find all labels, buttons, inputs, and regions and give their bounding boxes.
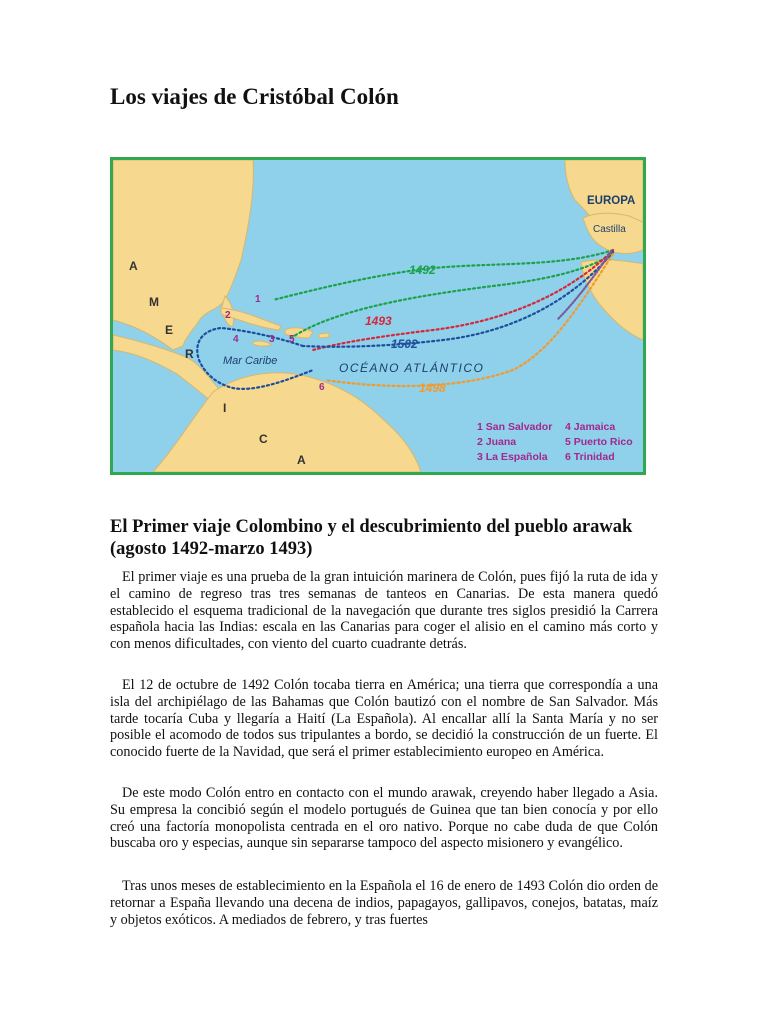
america-letter-a2: A [297, 453, 306, 467]
route-marker-5: 5 [289, 334, 295, 345]
legend-item-3: 3 La Española [477, 451, 548, 463]
oceano-label: OCÉANO ATLÁNTICO [339, 361, 485, 375]
legend-item-4: 4 Jamaica [565, 421, 616, 433]
year-1492-label: 1492 [409, 263, 436, 277]
america-letter-c: C [259, 432, 268, 446]
legend-item-1: 1 San Salvador [477, 421, 553, 433]
route-marker-3: 3 [269, 334, 275, 345]
america-letter-e: E [165, 323, 174, 337]
africa-land [581, 260, 643, 340]
year-1502-label: 1502 [391, 337, 418, 351]
legend-item-5: 5 Puerto Rico [565, 436, 633, 448]
mar-caribe-label: Mar Caribe [223, 355, 278, 367]
puerto-rico-land [319, 333, 329, 338]
america-letter-r: R [185, 347, 194, 361]
castilla-label: Castilla [593, 224, 626, 235]
body-paragraph-3: De este modo Colón entro en contacto con el mundo arawak, creyendo haber llegado a Asia. Su empresa la concibió según el modelo portugués de Guinea que tan bien conocía y por ello creó una factoría monopolista centrada en el oro nativo. Porque no cabe duda de que Colón buscaba oro y especias, aunque sin separarse tampoco del aspecto misionero y evangélico. [110, 785, 658, 852]
columbus-voyages-map [110, 157, 646, 475]
body-paragraph-1: El primer viaje es una prueba de la gran intuición marinera de Colón, pues fijó la ruta de ida y el camino de regreso tras tres semanas de tanteos en Canarias. De esta manera quedó establecido el esquema tradicional de la navegación que durante tres siglos presidió la Carrera española hacia las Indias: escala en las Canarias para coger el alisio en el camino más corto y con menos dificultades, con viento del cuarto cuadrante detrás. [110, 569, 658, 653]
europa-label: EUROPA [587, 195, 636, 207]
america-letter-m: M [149, 295, 159, 309]
legend-item-6: 6 Trinidad [565, 451, 615, 463]
south-america-land [153, 373, 421, 472]
america-letter-a1: A [129, 259, 138, 273]
year-1493-label: 1493 [365, 314, 392, 328]
route-marker-4: 4 [233, 334, 239, 345]
route-marker-1: 1 [255, 294, 261, 305]
document-title: Los viajes de Cristóbal Colón [110, 84, 399, 109]
section-heading: El Primer viaje Colombino y el descubrimiento del pueblo arawak (agosto 1492-marzo 1493) [110, 517, 633, 559]
map-legend [477, 421, 633, 463]
year-1498-label: 1498 [419, 381, 446, 395]
route-marker-2: 2 [225, 310, 231, 321]
body-paragraph-2: El 12 de octubre de 1492 Colón tocaba tierra en América; una tierra que correspondía a una isla del archipiélago de las Bahamas que Colón bautizó con el nombre de San Salvador. Más tarde tocaría Cuba y llegaría a Haití (La Española). Al encallar allí la Santa María y no ser posible el acomodo de todos sus tripulantes a bordo, se decidió la construcción de un fuerte. El conocido fuerte de la Navidad, que será el primer establecimiento europeo en América. [110, 677, 658, 761]
body-paragraph-4: Tras unos meses de establecimiento en la Española el 16 de enero de 1493 Colón dio orden de retornar a España llevando una decena de indios, papagayos, gallipavos, conejos, batatas, maíz y objetos exóticos. A mediados de febrero, y tras fuertes [110, 878, 658, 928]
america-letter-i: I [223, 401, 227, 415]
legend-item-2: 2 Juana [477, 436, 517, 448]
route-marker-6: 6 [319, 382, 325, 393]
